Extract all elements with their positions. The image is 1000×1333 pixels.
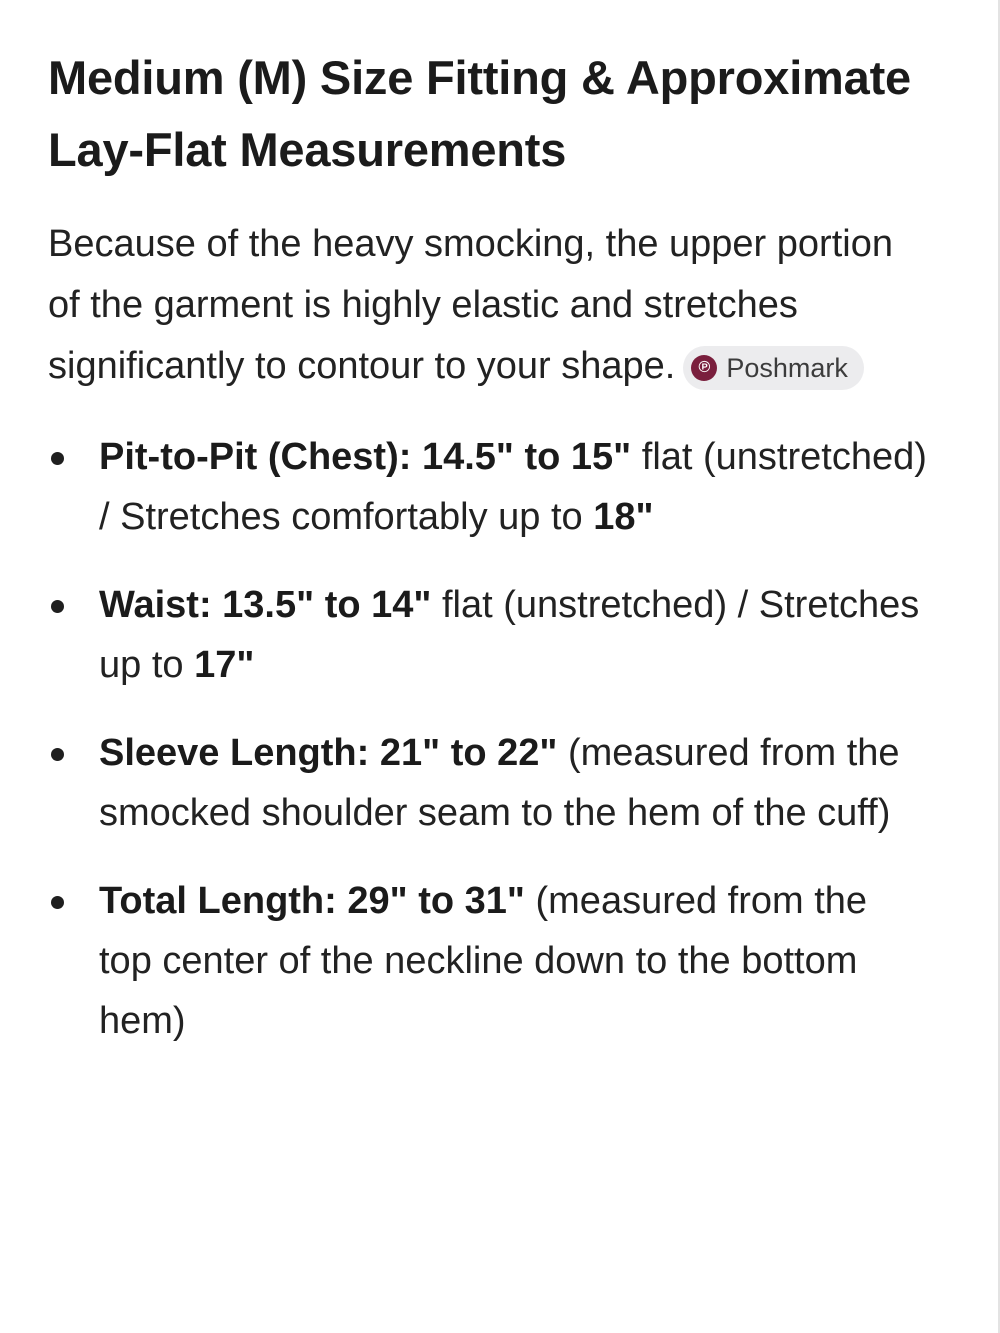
measurement-description: flat (unstretched) / Stretches comfortably up to	[99, 436, 927, 538]
bullet-icon	[51, 452, 64, 465]
poshmark-logo-icon: ℗	[691, 355, 717, 381]
measurement-label: Sleeve Length	[99, 732, 357, 774]
measurement-value: 29" to 31"	[347, 880, 525, 922]
measurement-label: Pit-to-Pit (Chest)	[99, 436, 399, 478]
measurement-description: (measured from the top center of the neckline down to the bottom hem)	[99, 880, 868, 1042]
source-chip-label: Poshmark	[726, 353, 848, 383]
measurement-stretch-value: 18"	[593, 496, 654, 538]
measurement-stretch-value: 17"	[194, 644, 255, 686]
measurement-value: 14.5" to 15"	[421, 436, 632, 478]
intro-text: Because of the heavy smocking, the upper portion of the garment is highly elastic and stretches significantly to contour to your shape.	[48, 223, 893, 387]
source-chip-poshmark[interactable]	[683, 346, 864, 390]
measurement-separator: :	[324, 880, 348, 922]
response-content	[48, 42, 948, 1079]
measurements-list	[48, 427, 948, 1051]
list-item-sleeve-length	[48, 723, 929, 843]
measurement-separator: :	[356, 732, 380, 774]
measurement-description: flat (unstretched) / Stretches up to	[99, 584, 920, 686]
measurement-label: Waist	[99, 584, 199, 626]
list-item-total-length	[48, 871, 929, 1051]
bullet-icon	[51, 600, 64, 613]
section-heading: Medium (M) Size Fitting & Approximate Lay-Flat Measurements	[48, 51, 911, 176]
bullet-icon	[51, 748, 64, 761]
measurement-label: Total Length	[99, 880, 325, 922]
measurement-description: (measured from the smocked shoulder seam to the hem of the cuff)	[99, 732, 900, 834]
measurement-separator: :	[398, 436, 422, 478]
list-item-chest	[48, 427, 929, 547]
measurement-value: 13.5" to 14"	[222, 584, 432, 626]
measurement-separator: :	[198, 584, 223, 626]
intro-paragraph	[48, 214, 928, 397]
measurement-value: 21" to 22"	[379, 732, 558, 774]
bullet-icon	[51, 896, 64, 909]
list-item-waist	[48, 575, 929, 695]
